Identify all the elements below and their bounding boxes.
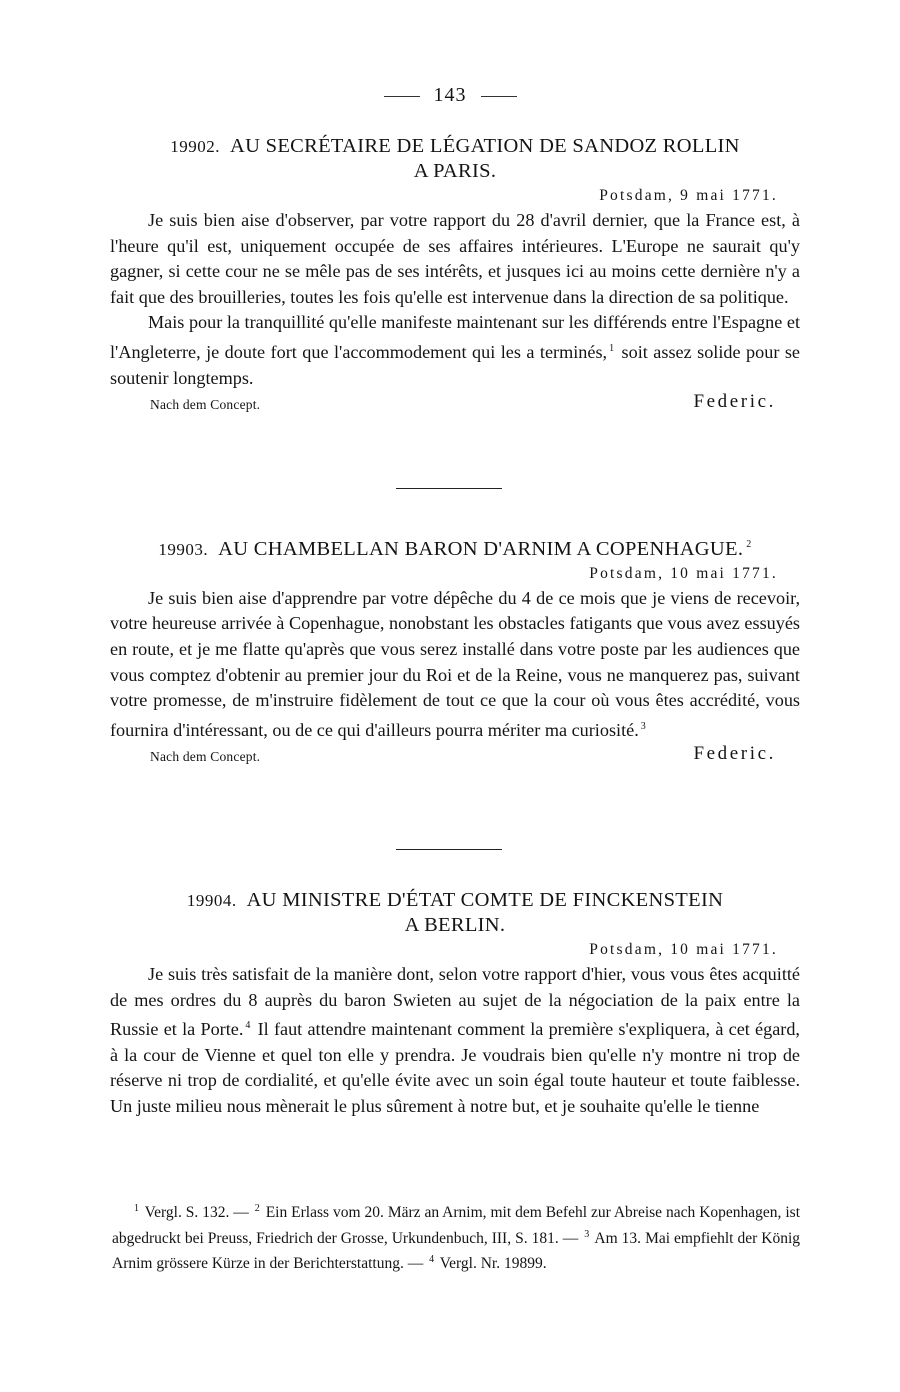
footnote-reference: 3 — [640, 720, 646, 732]
letter-heading-line2: A BERLIN. — [404, 914, 506, 936]
footnote-marker: 4 — [429, 1254, 435, 1266]
letter-heading — [110, 532, 800, 562]
paragraph-text: soit assez solide pour se soutenir longtemps. — [110, 342, 800, 388]
source-note: Nach dem Concept. — [150, 749, 261, 765]
footnote-2: Ein Erlass vom 20. März an Arnim, mit dem Befehl zur Abreise nach Kopenhagen, ist abgedruckt bei Preuss, Friedrich der Grosse, Urkundenbuch, III, S. 181. — — [112, 1204, 801, 1247]
letter-heading — [110, 134, 800, 159]
letter-paragraph — [110, 586, 800, 744]
letter-19903 — [110, 532, 800, 769]
letter-dateline: Potsdam, 9 mai 1771. — [599, 187, 778, 204]
letter-heading-line2: A PARIS. — [413, 160, 497, 182]
letter-number: 19902. — [170, 137, 220, 156]
page-number — [0, 84, 900, 107]
footnote-marker: 2 — [254, 1203, 260, 1214]
letter-dateline: Potsdam, 10 mai 1771. — [589, 564, 778, 582]
footnote-4: Vergl. Nr. 19899. — [439, 1255, 547, 1273]
section-divider — [396, 849, 502, 850]
footnote-3: Am 13. Mai empfiehlt der König Arnim grössere Kürze in der Berichterstattung. — — [112, 1229, 800, 1273]
footnote-reference: 2 — [746, 539, 752, 550]
letter-19902 — [110, 134, 800, 417]
footnotes — [112, 1198, 800, 1275]
footnote-reference: 1 — [609, 342, 615, 354]
page-number-right-dash — [481, 96, 517, 97]
footnote-1: Vergl. S. 132. — — [144, 1204, 249, 1222]
footnote-reference: 4 — [245, 1020, 251, 1032]
letter-heading-line1: AU MINISTRE D'ÉTAT COMTE DE FINCKENSTEIN — [246, 889, 724, 911]
page-number-left-dash — [384, 96, 420, 97]
letter-paragraph — [110, 310, 800, 391]
paragraph-text: Je suis bien aise d'apprendre par votre dépêche du 4 de ce mois que je viens de recevoir, votre heureuse arrivée à Copenhague, nonobstant les obstacles fatigants que vous avez essuyés en route, et je me flatte qu'après que vous serez installé dans votre poste par les audiences que vous comptez d'obtenir au premier jour du Roi et de la Reine, vous ne manquerez pas, suivant votre promesse, de m'instruire fidèlement de tout ce que la cour où vous êtes accrédité, vous fournira d'intéressant, ou de ce qui d'ailleurs pourra mériter ma curiosité. — [110, 587, 800, 740]
signature: Federic. — [693, 743, 776, 765]
letter-dateline: Potsdam, 10 mai 1771. — [589, 941, 778, 958]
letter-number: 19903. — [158, 539, 209, 559]
letter-heading-line1: AU CHAMBELLAN BARON D'ARNIM A COPENHAGUE. — [218, 537, 744, 560]
letter-paragraph — [110, 962, 800, 1120]
paragraph-text: Je suis très satisfait de la manière dont, selon votre rapport d'hier, vous vous êtes acquitté de mes ordres du 8 auprès du baron Swieten au sujet de la négociation de la paix entre la Russie et la Porte. — [110, 964, 800, 1040]
signature-row — [110, 743, 800, 769]
letter-heading-line1: AU SECRÉTAIRE DE LÉGATION DE SANDOZ ROLLIN — [230, 135, 740, 157]
paragraph-text: Il faut attendre maintenant comment la première s'expliquera, à cet égard, à la cour de Vienne et quel ton elle y prendra. Je voudrais bien qu'elle n'y montre ni trop de réserve ni trop de cordialité, et qu'elle évite avec un soin égal toute hauteur et toute faiblesse. Un juste milieu nous mènerait le plus sûrement à notre but, et je souhaite qu'elle le tienne — [110, 1019, 800, 1117]
source-note: Nach dem Concept. — [150, 397, 261, 413]
paragraph-text: Mais pour la tranquillité qu'elle manifeste maintenant sur les différends entre l'Espagne et l'Angleterre, je doute fort que l'accommodement qui les a terminés, — [110, 312, 800, 363]
page-number-text: 143 — [433, 84, 467, 106]
signature-row — [110, 391, 800, 417]
letter-paragraph: Je suis bien aise d'observer, par votre rapport du 28 d'avril dernier, que la France est, à l'heure qu'il est, uniquement occupée de ses affaires intérieures. L'Europe ne saurait qu'y gagner, si cette cour ne se mêle pas de ses intérêts, et jusques ici au moins cette dernière n'y a fait que des brouilleries, toutes les fois qu'elle est intervenue dans la direction de sa politique. — [110, 210, 800, 307]
letter-heading — [110, 888, 800, 913]
signature: Federic. — [693, 391, 776, 413]
letter-number: 19904. — [186, 891, 237, 910]
letter-19904 — [110, 888, 800, 1120]
footnote-marker: 3 — [584, 1228, 590, 1240]
section-divider — [396, 488, 502, 489]
footnote-marker: 1 — [134, 1203, 139, 1214]
